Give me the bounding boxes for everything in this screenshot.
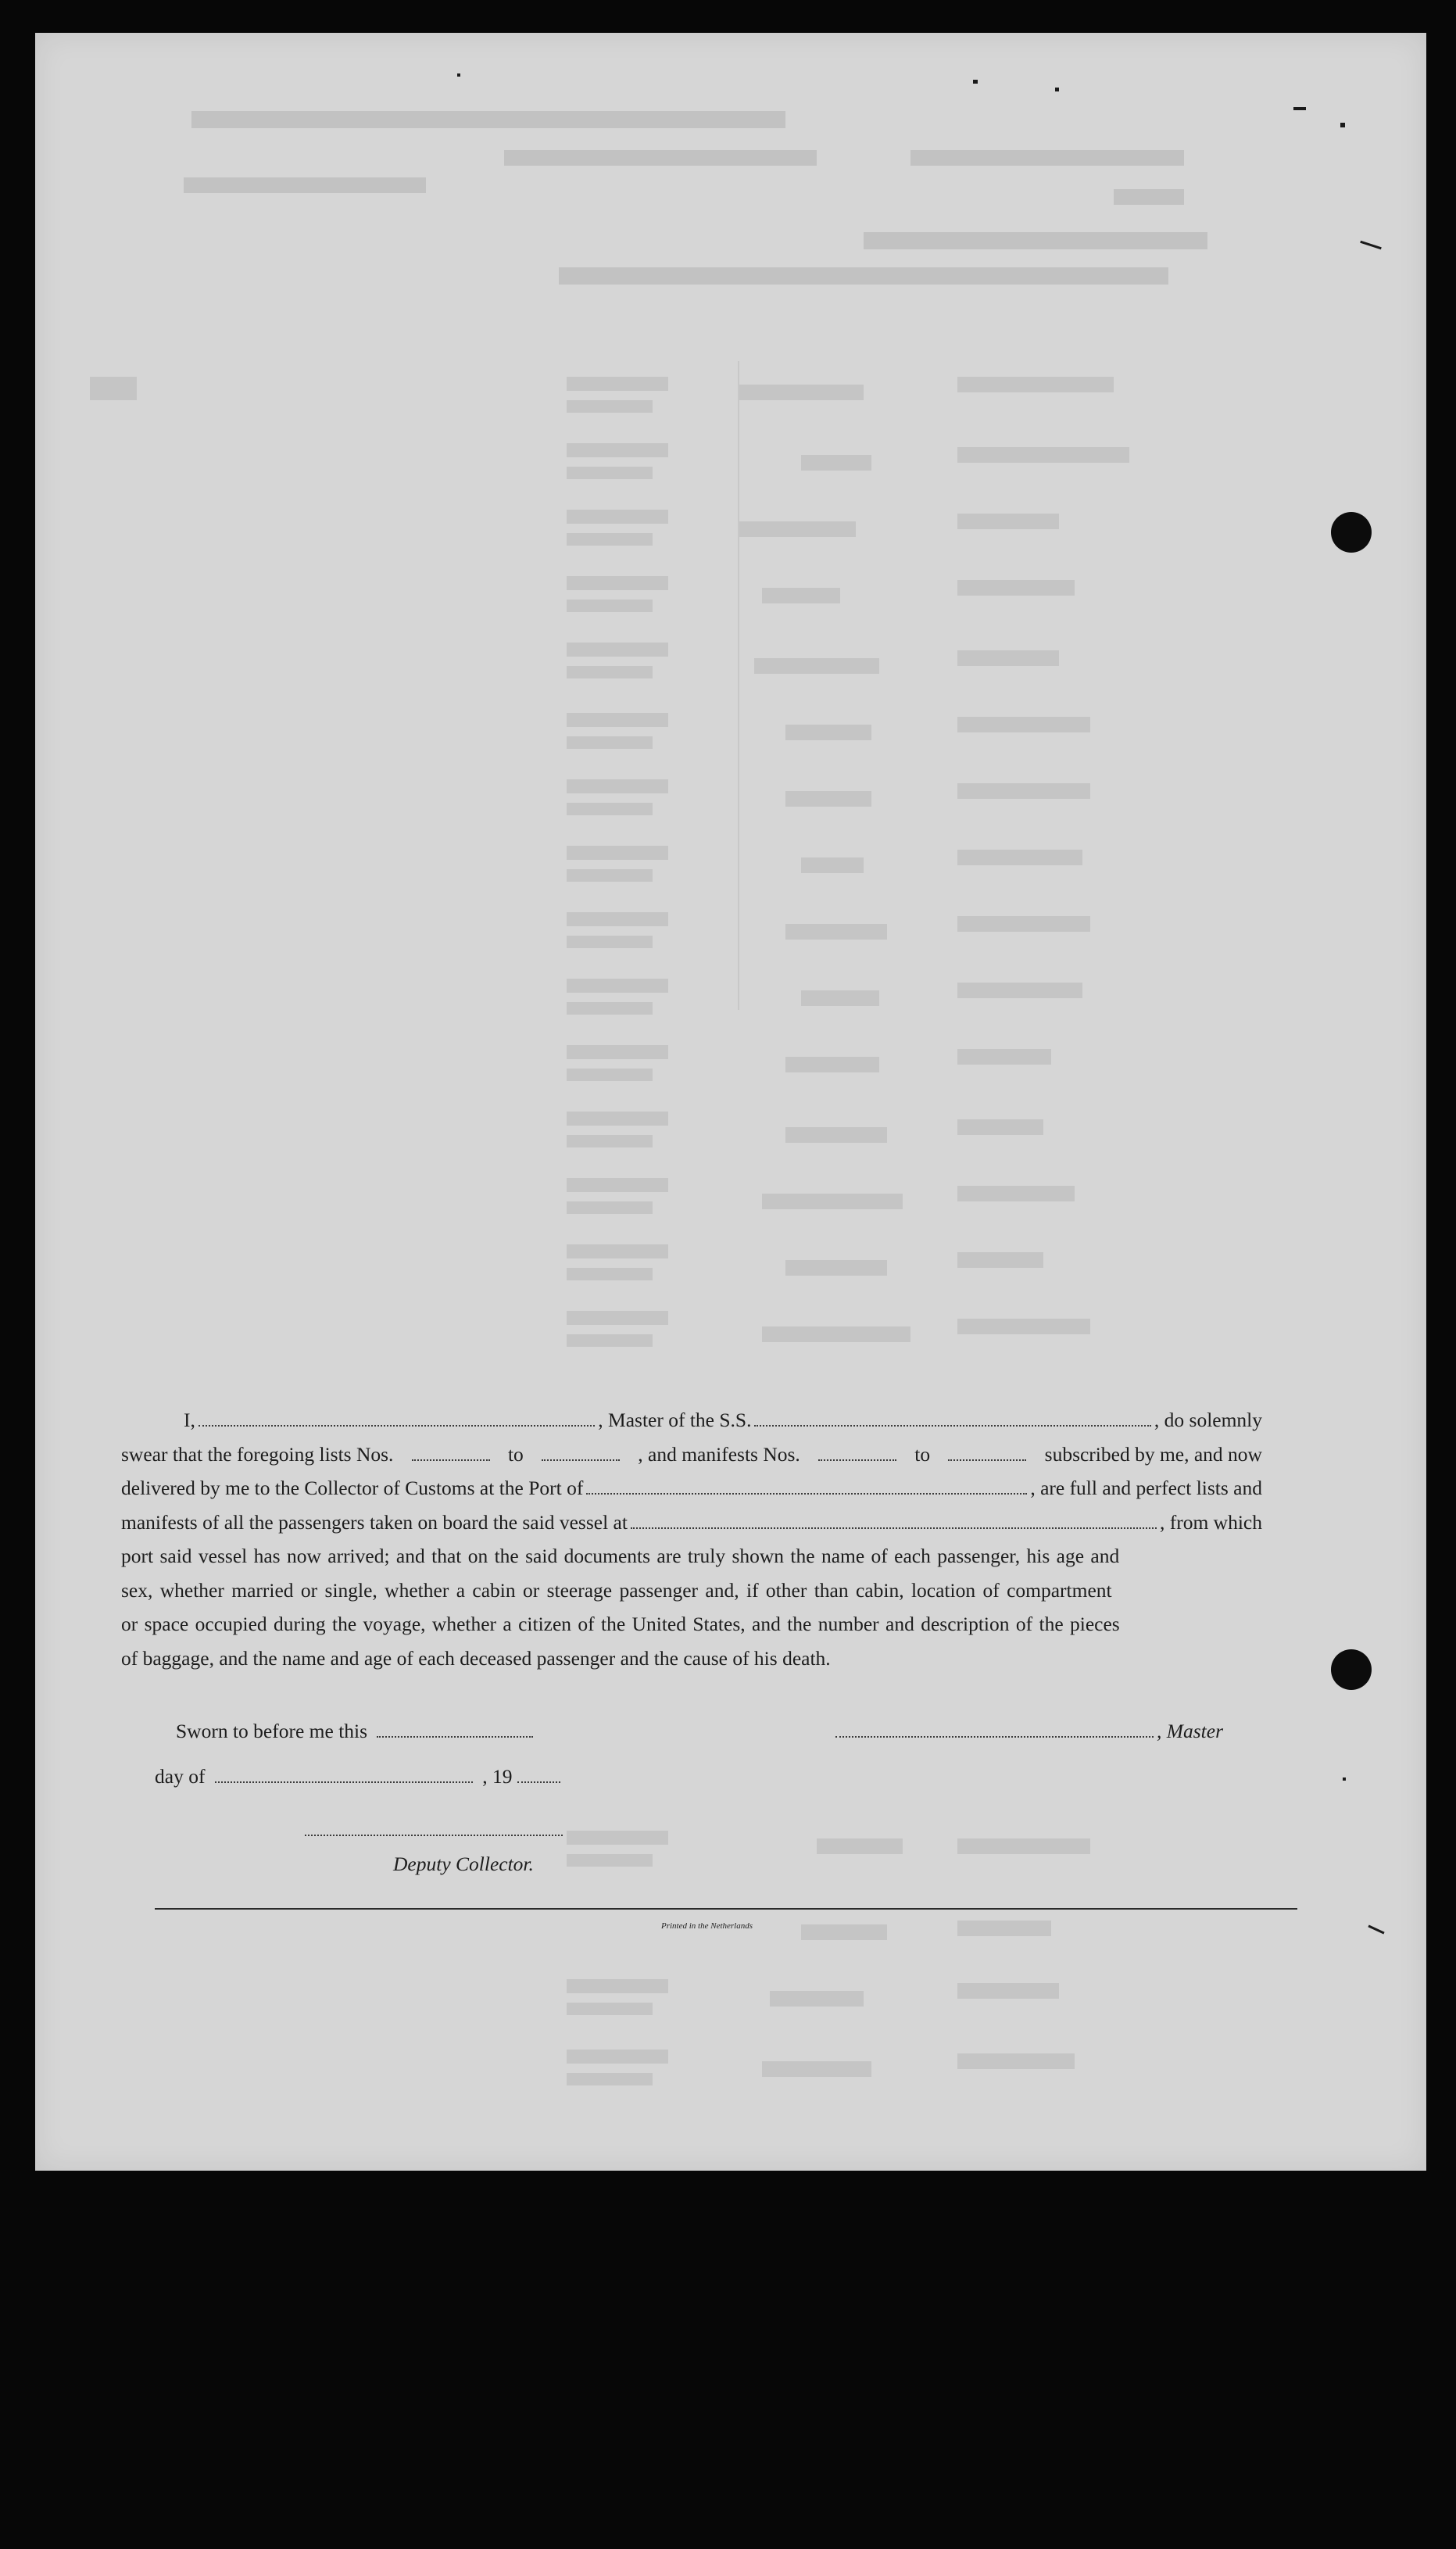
oath-line-5 bbox=[121, 1539, 1262, 1573]
oath-line-8 bbox=[121, 1641, 1262, 1676]
oath-l4a: manifests of all the passengers taken on board the said vessel at bbox=[121, 1510, 628, 1534]
oath-do-solemnly: , do solemnly bbox=[1154, 1409, 1263, 1431]
printed-in-label: Printed in the Netherlands bbox=[661, 1921, 753, 1931]
port-blank bbox=[586, 1487, 1027, 1495]
year-label: , 19 bbox=[482, 1765, 513, 1788]
oath-l8: of baggage, and the name and age of each deceased passenger and the cause of his death. bbox=[121, 1646, 831, 1670]
scan-mark bbox=[1055, 88, 1059, 91]
document-page bbox=[35, 33, 1426, 2171]
oath-line-7 bbox=[121, 1607, 1262, 1641]
oath-l2e: subscribed by me, and now bbox=[1044, 1442, 1262, 1466]
master-signature-blank bbox=[835, 1730, 1154, 1738]
master-label: , Master bbox=[1157, 1720, 1223, 1742]
scan-mark bbox=[1343, 1777, 1346, 1781]
oath-l4b: , from which bbox=[1159, 1510, 1262, 1534]
oath-line-1 bbox=[121, 1403, 1262, 1437]
departure-port-blank bbox=[631, 1521, 1157, 1529]
oath-paragraph bbox=[121, 1403, 1262, 1675]
oath-line-2 bbox=[121, 1437, 1262, 1472]
bleed-through-image bbox=[35, 33, 1426, 2171]
deputy-collector-label: Deputy Collector. bbox=[393, 1853, 534, 1875]
oath-l5: port said vessel has now arrived; and that on the said documents are truly shown the name of each passenger, his age and bbox=[121, 1545, 1120, 1567]
scan-mark bbox=[1360, 241, 1382, 250]
master-signature-line bbox=[832, 1720, 1223, 1743]
master-name-blank bbox=[199, 1419, 595, 1427]
sworn-line bbox=[176, 1720, 538, 1743]
oath-i: I, bbox=[184, 1409, 195, 1431]
manifests-from-blank bbox=[818, 1453, 896, 1461]
sworn-date-blank bbox=[377, 1730, 533, 1738]
punch-hole-bottom bbox=[1331, 1649, 1372, 1690]
manifests-to-blank bbox=[948, 1453, 1026, 1461]
sworn-label: Sworn to before me this bbox=[176, 1720, 368, 1742]
oath-line-4 bbox=[121, 1505, 1262, 1540]
scan-mark bbox=[1368, 1924, 1384, 1934]
oath-line-3 bbox=[121, 1471, 1262, 1505]
punch-hole-top bbox=[1331, 512, 1372, 553]
oath-master-of-ss: , Master of the S.S. bbox=[598, 1409, 752, 1431]
year-blank bbox=[517, 1775, 560, 1783]
oath-l2b: to bbox=[507, 1442, 524, 1466]
oath-l2a: swear that the foregoing lists Nos. bbox=[121, 1442, 394, 1466]
day-of-line bbox=[155, 1765, 565, 1788]
day-of-label: day of bbox=[155, 1765, 206, 1788]
scan-mark bbox=[1340, 123, 1345, 127]
day-of-blank bbox=[215, 1775, 473, 1783]
oath-l3a: delivered by me to the Collector of Customs at the Port of bbox=[121, 1477, 584, 1499]
oath-l2d: to bbox=[914, 1442, 931, 1466]
ship-name-blank bbox=[754, 1419, 1150, 1427]
oath-l6: sex, whether married or single, whether a cabin or steerage passenger and, if other than cabin, location of compartment bbox=[121, 1578, 1112, 1602]
deputy-signature-blank bbox=[305, 1835, 563, 1836]
lists-from-blank bbox=[412, 1453, 490, 1461]
scan-mark bbox=[1293, 107, 1306, 110]
lists-to-blank bbox=[542, 1453, 620, 1461]
scan-mark bbox=[457, 73, 460, 77]
footer-rule bbox=[155, 1908, 1297, 1910]
oath-l7: or space occupied during the voyage, whether a citizen of the United States, and the number and description of the pieces bbox=[121, 1613, 1120, 1635]
oath-l2c: , and manifests Nos. bbox=[638, 1442, 800, 1466]
oath-line-6 bbox=[121, 1573, 1262, 1608]
scan-mark bbox=[973, 80, 978, 84]
oath-l3b: , are full and perfect lists and bbox=[1030, 1477, 1262, 1499]
